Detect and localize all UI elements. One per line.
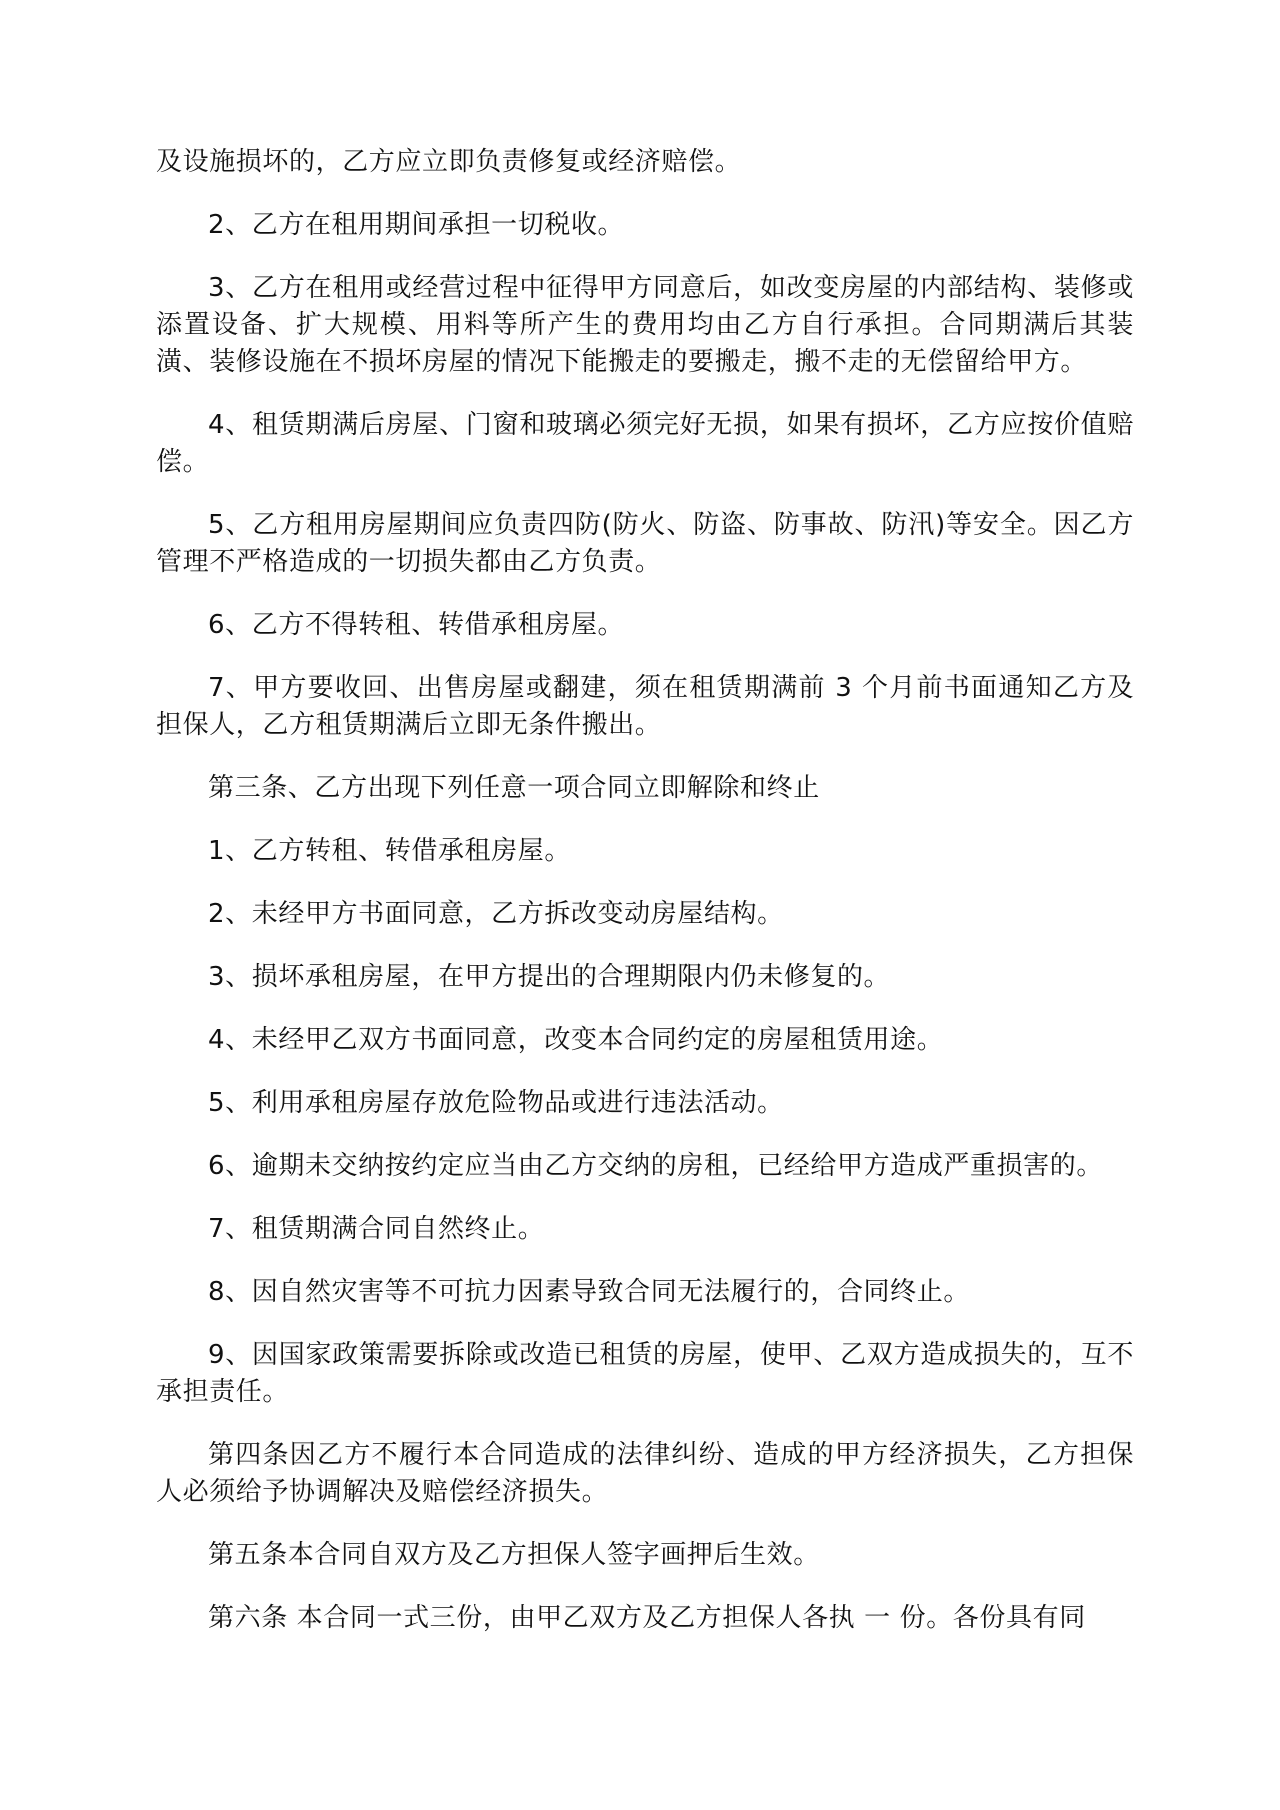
- article-3-heading: 第三条、乙方出现下列任意一项合同立即解除和终止: [208, 773, 820, 803]
- paragraph-clause-2: 2、乙方在租用期间承担一切税收。: [208, 210, 625, 240]
- article-6: 第六条 本合同一式三份，由甲乙双方及乙方担保人各执 一 份。各份具有同: [208, 1603, 1086, 1633]
- article-3-item-7: 7、租赁期满合同自然终止。: [208, 1214, 545, 1244]
- document-page: [156, 144, 1134, 1663]
- paragraph-clause-4: 4、租赁期满后房屋、门窗和玻璃必须完好无损，如果有损坏，乙方应按价值赔偿。: [156, 410, 1134, 477]
- article-3-item-2: 2、未经甲方书面同意，乙方拆改变动房屋结构。: [208, 899, 784, 929]
- article-3-item-8: 8、因自然灾害等不可抗力因素导致合同无法履行的，合同终止。: [208, 1277, 970, 1307]
- paragraph-clause-3: 3、乙方在租用或经营过程中征得甲方同意后，如改变房屋的内部结构、装修或添置设备、扩大规模、用料等所产生的费用均由乙方自行承担。合同期满后其装潢、装修设施在不损坏房屋的情况下能搬走的要搬走，搬不走的无偿留给甲方。: [156, 273, 1134, 377]
- article-3-item-5: 5、利用承租房屋存放危险物品或进行违法活动。: [208, 1088, 784, 1118]
- article-3-item-6: 6、逾期未交纳按约定应当由乙方交纳的房租，已经给甲方造成严重损害的。: [208, 1151, 1103, 1181]
- paragraph-continuation: 及设施损坏的，乙方应立即负责修复或经济赔偿。: [156, 147, 742, 177]
- article-3-item-3: 3、损坏承租房屋，在甲方提出的合理期限内仍未修复的。: [208, 962, 891, 992]
- article-4: 第四条因乙方不履行本合同造成的法律纠纷、造成的甲方经济损失，乙方担保人必须给予协调解决及赔偿经济损失。: [156, 1440, 1134, 1507]
- article-5: 第五条本合同自双方及乙方担保人签字画押后生效。: [208, 1540, 820, 1570]
- paragraph-clause-7: 7、甲方要收回、出售房屋或翻建，须在租赁期满前 3 个月前书面通知乙方及担保人，乙方租赁期满后立即无条件搬出。: [156, 673, 1134, 740]
- article-3-item-9: 9、因国家政策需要拆除或改造已租赁的房屋，使甲、乙双方造成损失的，互不承担责任。: [156, 1340, 1134, 1407]
- paragraph-clause-6: 6、乙方不得转租、转借承租房屋。: [208, 610, 625, 640]
- paragraph-clause-5: 5、乙方租用房屋期间应负责四防(防火、防盗、防事故、防汛)等安全。因乙方管理不严格造成的一切损失都由乙方负责。: [156, 510, 1134, 577]
- article-3-item-1: 1、乙方转租、转借承租房屋。: [208, 836, 571, 866]
- article-3-item-4: 4、未经甲乙双方书面同意，改变本合同约定的房屋租赁用途。: [208, 1025, 944, 1055]
